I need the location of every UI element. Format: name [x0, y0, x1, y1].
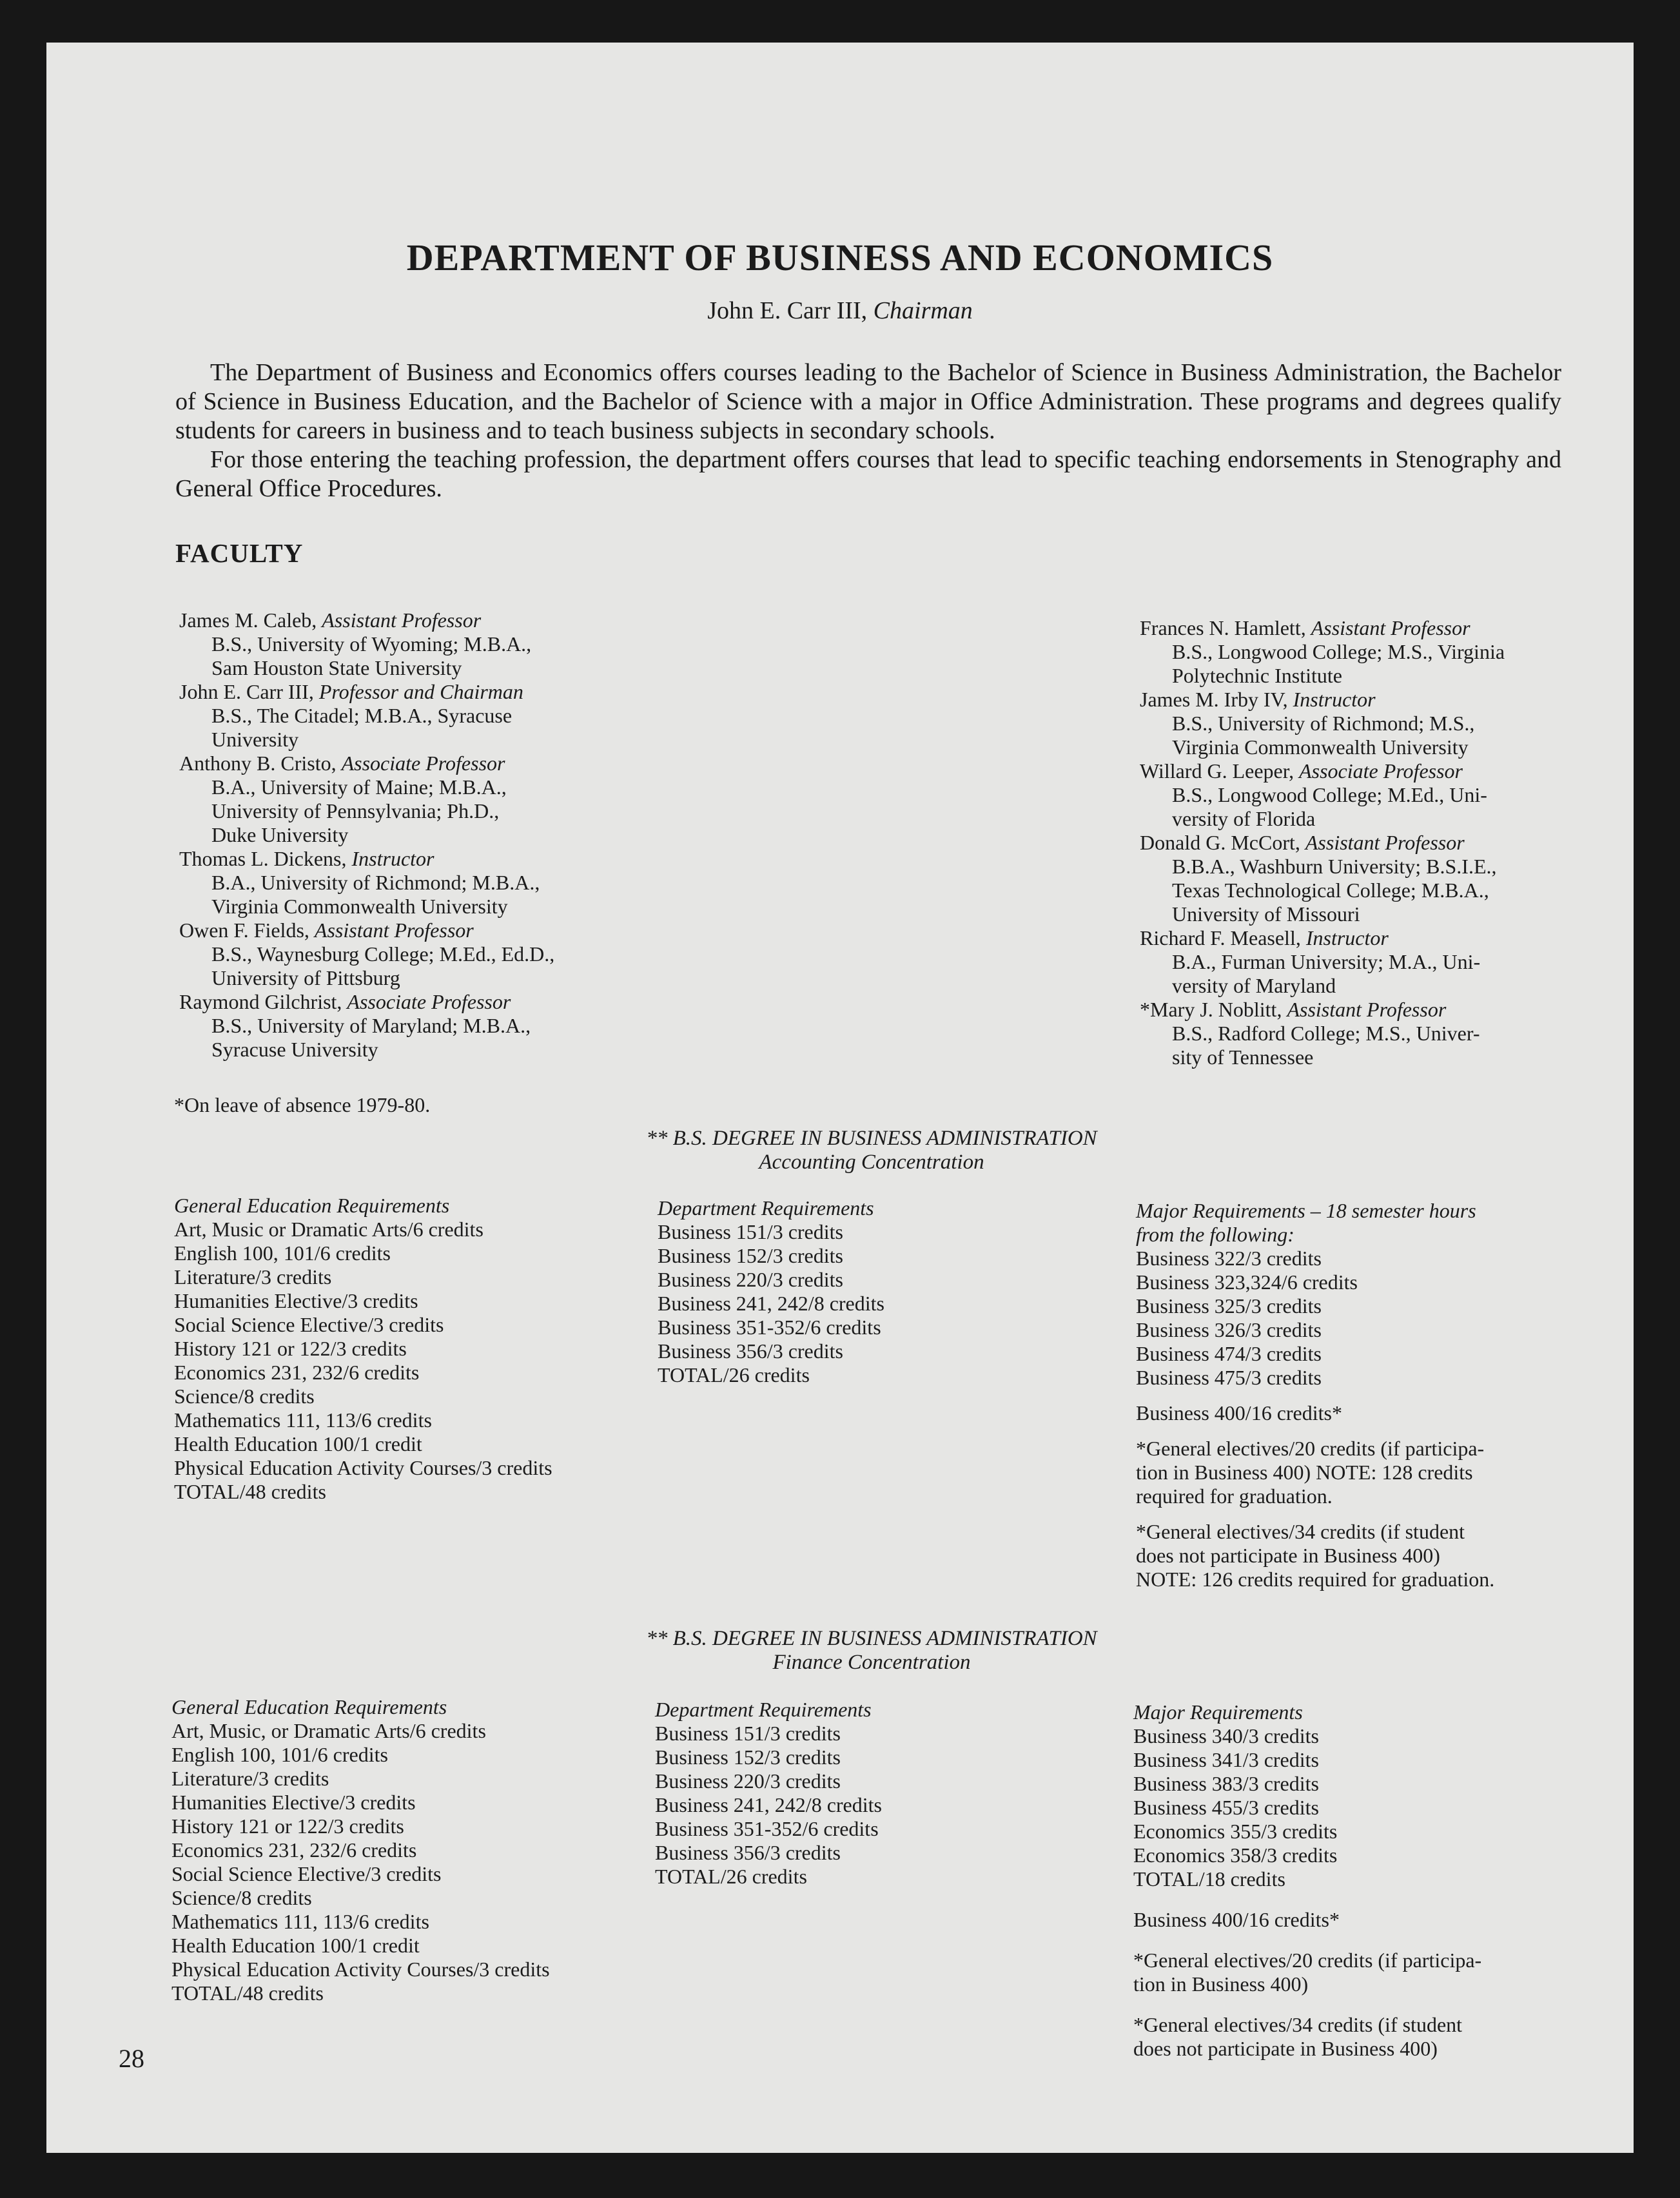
section-title: Major Requirements [1133, 1700, 1303, 1724]
faculty-entry: Owen F. Fields, Assistant Professor [179, 919, 474, 942]
elective-note: *General electives/20 credits (if participa- [1133, 1949, 1482, 1972]
faculty-entry: Raymond Gilchrist, Associate Professor [179, 990, 511, 1013]
requirement-item: Business 151/3 credits [655, 1722, 841, 1745]
requirement-item: Mathematics 111, 113/6 credits [171, 1910, 429, 1933]
requirement-item: Business 322/3 credits [1136, 1247, 1322, 1270]
requirement-item: Business 152/3 credits [655, 1746, 841, 1769]
requirement-item: Business 341/3 credits [1133, 1748, 1319, 1771]
requirement-item: Science/8 credits [171, 1886, 312, 1909]
leave-note: *On leave of absence 1979-80. [174, 1093, 431, 1116]
faculty-entry: Frances N. Hamlett, Assistant Professor [1140, 616, 1470, 639]
accounting-degree-heading [549, 1127, 1194, 1174]
requirement-item: Literature/3 credits [171, 1767, 329, 1790]
requirement-item: Social Science Elective/3 credits [174, 1313, 444, 1336]
requirement-item: Business 241, 242/8 credits [658, 1292, 884, 1315]
faculty-degree: B.A., Furman University; M.A., Uni- [1172, 950, 1481, 973]
section-title: General Education Requirements [174, 1194, 450, 1217]
requirement-item: Business 351-352/6 credits [658, 1316, 881, 1339]
accounting-major-req [1136, 1199, 1494, 1591]
elective-note: does not participate in Business 400) [1136, 1544, 1440, 1567]
faculty-degree: sity of Tennessee [1172, 1046, 1314, 1069]
faculty-list-right [1140, 616, 1505, 1069]
faculty-entry: James M. Caleb, Assistant Professor [179, 608, 482, 632]
faculty-degree: B.S., University of Richmond; M.S., [1172, 712, 1475, 735]
faculty-degree: Polytechnic Institute [1172, 664, 1342, 687]
business-400-item: Business 400/16 credits* [1136, 1401, 1342, 1425]
faculty-degree: Virginia Commonwealth University [1172, 735, 1469, 759]
requirement-item: History 121 or 122/3 credits [171, 1814, 404, 1838]
requirement-item: Physical Education Activity Courses/3 credits [171, 1958, 550, 1981]
faculty-entry: Donald G. McCort, Assistant Professor [1140, 831, 1465, 854]
faculty-degree: B.S., Longwood College; M.Ed., Uni- [1172, 783, 1487, 806]
faculty-degree: B.S., Longwood College; M.S., Virginia [1172, 640, 1505, 663]
faculty-degree: B.A., University of Maine; M.B.A., [211, 775, 507, 799]
elective-note: *General electives/34 credits (if student [1133, 2013, 1463, 2036]
intro-paragraph: The Department of Business and Economics offers courses leading to the Bachelor of Science in Business Administration, the Bachelor of Science in Business Education, and the Bachelor of Science with a major in Office Administration. These programs and degrees qualify students for careers in business and to teach business subjects in secondary schools. [175, 359, 1561, 444]
faculty-degree: University of Missouri [1172, 902, 1360, 926]
requirement-total: TOTAL/48 credits [171, 1981, 324, 2005]
faculty-heading: FACULTY [175, 538, 304, 568]
requirement-item: Business 151/3 credits [658, 1220, 843, 1243]
degree-title: ** B.S. DEGREE IN BUSINESS ADMINISTRATION [646, 1627, 1097, 1650]
faculty-degree: Virginia Commonwealth University [211, 895, 508, 918]
degree-concentration: Accounting Concentration [759, 1151, 984, 1174]
requirement-item: Mathematics 111, 113/6 credits [174, 1408, 432, 1432]
chairman-role: Chairman [873, 297, 973, 324]
faculty-degree: Duke University [211, 823, 349, 846]
requirement-total: TOTAL/18 credits [1133, 1867, 1285, 1891]
requirement-item: Business 356/3 credits [655, 1841, 841, 1864]
requirement-item: Business 241, 242/8 credits [655, 1793, 882, 1816]
faculty-degree: B.S., Waynesburg College; M.Ed., Ed.D., [211, 942, 555, 966]
faculty-degree: University of Pittsburg [211, 966, 400, 989]
faculty-list-left [179, 608, 554, 1062]
requirement-item: Business 326/3 credits [1136, 1318, 1322, 1341]
requirement-item: Art, Music or Dramatic Arts/6 credits [174, 1218, 483, 1241]
degree-title: ** B.S. DEGREE IN BUSINESS ADMINISTRATION [646, 1127, 1097, 1150]
requirement-item: Business 475/3 credits [1136, 1366, 1322, 1389]
finance-dept-req [655, 1698, 882, 1889]
requirement-item: Economics 355/3 credits [1133, 1820, 1338, 1843]
accounting-gen-ed [174, 1194, 552, 1504]
requirement-total: TOTAL/48 credits [174, 1480, 326, 1503]
finance-degree-heading [549, 1627, 1194, 1675]
faculty-degree: Texas Technological College; M.B.A., [1172, 879, 1489, 902]
section-title: Department Requirements [655, 1698, 872, 1721]
chairman-line [46, 297, 1634, 325]
requirement-item: Business 220/3 credits [658, 1268, 843, 1291]
faculty-entry: James M. Irby IV, Instructor [1140, 688, 1376, 711]
requirement-item: Business 220/3 credits [655, 1769, 841, 1793]
faculty-degree: B.S., University of Maryland; M.B.A., [211, 1014, 531, 1037]
faculty-degree: B.S., The Citadel; M.B.A., Syracuse [211, 704, 513, 727]
faculty-entry: Willard G. Leeper, Associate Professor [1140, 759, 1463, 783]
requirement-item: English 100, 101/6 credits [174, 1241, 391, 1265]
requirement-item: Social Science Elective/3 credits [171, 1862, 442, 1885]
page-number: 28 [119, 2044, 144, 2073]
section-title: from the following: [1136, 1223, 1294, 1246]
elective-note: required for graduation. [1136, 1484, 1333, 1508]
faculty-degree: B.B.A., Washburn University; B.S.I.E., [1172, 855, 1497, 878]
faculty-entry: Richard F. Measell, Instructor [1140, 926, 1389, 949]
requirement-total: TOTAL/26 credits [655, 1865, 807, 1888]
requirement-item: Business 325/3 credits [1136, 1294, 1322, 1318]
requirement-item: Business 351-352/6 credits [655, 1817, 879, 1840]
finance-gen-ed [171, 1695, 550, 2005]
requirement-item: Health Education 100/1 credit [171, 1934, 420, 1957]
faculty-degree: versity of Maryland [1172, 974, 1336, 997]
faculty-degree: University of Pennsylvania; Ph.D., [211, 799, 500, 822]
elective-note: does not participate in Business 400) [1133, 2037, 1438, 2060]
requirement-item: Business 152/3 credits [658, 1244, 843, 1267]
faculty-degree: B.A., University of Richmond; M.B.A., [211, 871, 540, 894]
chairman-name: John E. Carr III, [707, 297, 868, 324]
requirement-item: History 121 or 122/3 credits [174, 1337, 407, 1360]
requirement-item: Business 356/3 credits [658, 1339, 843, 1363]
elective-note: tion in Business 400) NOTE: 128 credits [1136, 1461, 1473, 1484]
requirement-item: English 100, 101/6 credits [171, 1743, 388, 1766]
section-title: Department Requirements [658, 1196, 874, 1220]
intro-text [175, 358, 1561, 503]
requirement-item: Art, Music, or Dramatic Arts/6 credits [171, 1719, 486, 1742]
requirement-item: Humanities Elective/3 credits [171, 1791, 416, 1814]
faculty-entry: *Mary J. Noblitt, Assistant Professor [1140, 998, 1447, 1021]
elective-note: NOTE: 126 credits required for graduation. [1136, 1568, 1495, 1591]
requirement-total: TOTAL/26 credits [658, 1363, 810, 1386]
finance-major-req [1133, 1700, 1481, 2061]
requirement-item: Health Education 100/1 credit [174, 1432, 422, 1455]
faculty-degree: B.S., Radford College; M.S., Univer- [1172, 1022, 1480, 1045]
faculty-entry: John E. Carr III, Professor and Chairman [179, 680, 523, 703]
requirement-item: Business 383/3 credits [1133, 1772, 1319, 1795]
requirement-item: Economics 231, 232/6 credits [174, 1361, 420, 1384]
faculty-degree: University [211, 728, 299, 751]
faculty-degree: Sam Houston State University [211, 656, 462, 679]
requirement-item: Physical Education Activity Courses/3 credits [174, 1456, 552, 1479]
faculty-entry: Anthony B. Cristo, Associate Professor [179, 752, 505, 775]
requirement-item: Economics 231, 232/6 credits [171, 1838, 417, 1862]
elective-note: *General electives/34 credits (if student [1136, 1520, 1465, 1543]
faculty-entry: Thomas L. Dickens, Instructor [179, 847, 435, 870]
requirement-item: Business 340/3 credits [1133, 1724, 1319, 1747]
intro-paragraph: For those entering the teaching profession, the department offers courses that lead to specific teaching endorsements in Stenography and General Office Procedures. [175, 446, 1561, 502]
business-400-item: Business 400/16 credits* [1133, 1908, 1340, 1931]
degree-concentration: Finance Concentration [772, 1651, 971, 1674]
requirement-item: Business 455/3 credits [1133, 1796, 1319, 1819]
page-title: DEPARTMENT OF BUSINESS AND ECONOMICS [406, 237, 1274, 278]
document-page [46, 43, 1634, 2153]
requirement-item: Humanities Elective/3 credits [174, 1289, 418, 1312]
faculty-degree: B.S., University of Wyoming; M.B.A., [211, 632, 532, 656]
elective-note: *General electives/20 credits (if participa- [1136, 1437, 1485, 1460]
requirement-item: Economics 358/3 credits [1133, 1843, 1338, 1867]
requirement-item: Business 323,324/6 credits [1136, 1270, 1358, 1294]
requirement-item: Science/8 credits [174, 1385, 315, 1408]
faculty-degree: versity of Florida [1172, 807, 1316, 830]
section-title: Major Requirements – 18 semester hours [1136, 1199, 1476, 1222]
accounting-dept-req [658, 1196, 884, 1387]
section-title: General Education Requirements [171, 1695, 447, 1718]
requirement-item: Literature/3 credits [174, 1265, 332, 1289]
faculty-degree: Syracuse University [211, 1038, 378, 1061]
requirement-item: Business 474/3 credits [1136, 1342, 1322, 1365]
elective-note: tion in Business 400) [1133, 1972, 1309, 1996]
